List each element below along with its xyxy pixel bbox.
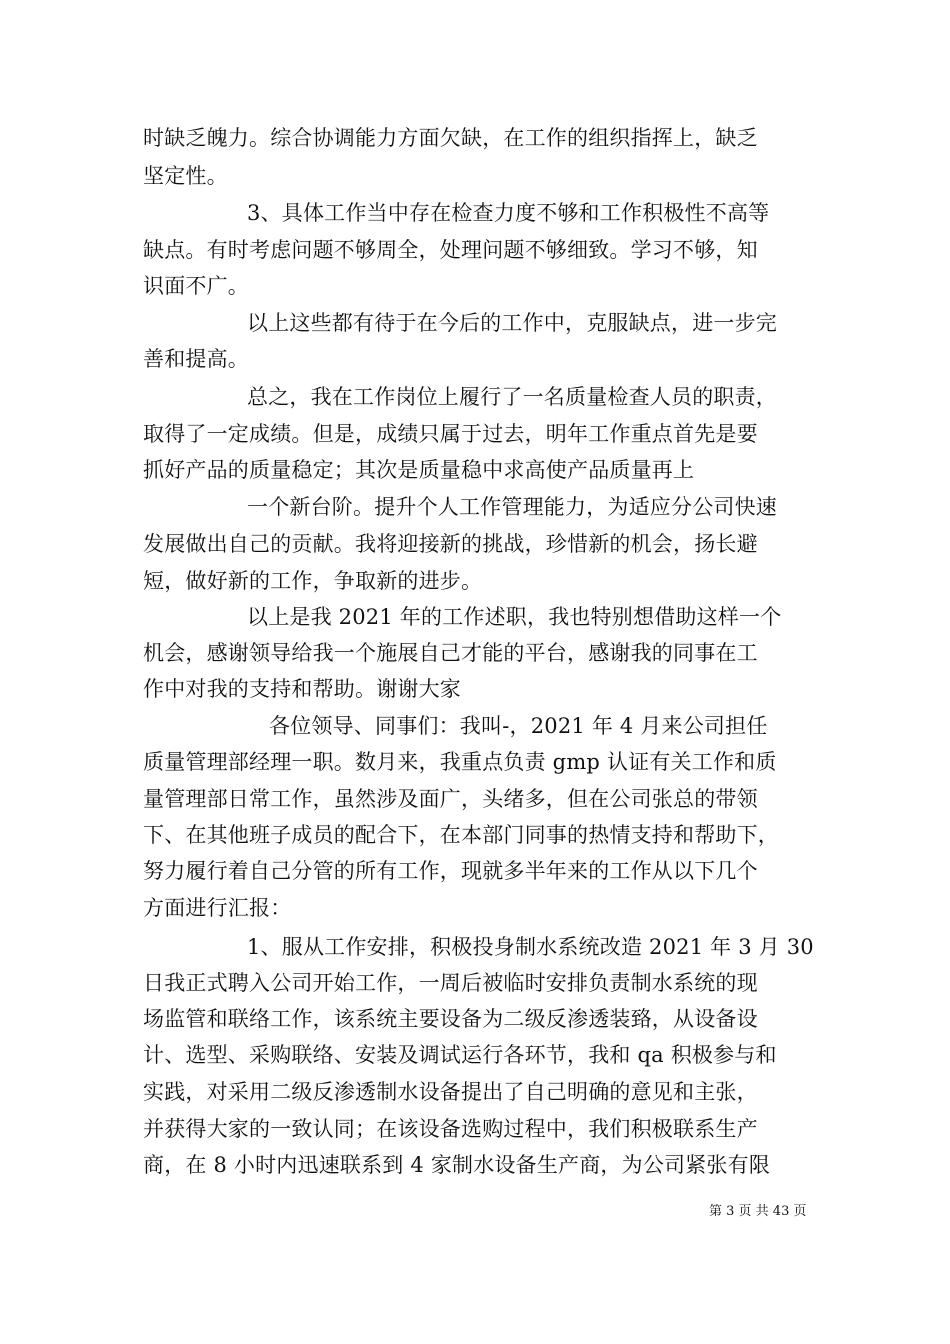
body-text-line: 1、服从工作安排，积极投身制水系统改造 2021 年 3 月 30 bbox=[247, 935, 814, 959]
body-text-line: 3、具体工作当中存在检查力度不够和工作积极性不高等 bbox=[247, 201, 770, 225]
body-text-line: 抓好产品的质量稳定；其次是质量稳中求高使产品质量再上 bbox=[143, 458, 695, 482]
body-text-line: 时缺乏魄力。综合协调能力方面欠缺，在工作的组织指挥上，缺乏 bbox=[143, 126, 758, 150]
body-text-line: 方面进行汇报： bbox=[143, 896, 292, 920]
body-text-line: 日我正式聘入公司开始工作，一周后被临时安排负责制水系统的现 bbox=[143, 971, 758, 995]
body-text-line: 机会，感谢领导给我一个施展自己才能的平台，感谢我的同事在工 bbox=[143, 641, 758, 665]
page-number-footer: 第 3 页 共 43 页 bbox=[709, 1204, 807, 1219]
body-text-line: 计、选型、采购联络、安装及调试运行各环节，我和 qa 积极参与和 bbox=[143, 1043, 777, 1067]
body-text-line: 短，做好新的工作，争取新的进步。 bbox=[143, 569, 483, 593]
body-text-line: 努力履行着自己分管的所有工作，现就多半年来的工作从以下几个 bbox=[143, 859, 758, 883]
body-text-line: 实践，对采用二级反渗透制水设备提出了自己明确的意见和主张， bbox=[143, 1080, 758, 1104]
body-text-line: 一个新台阶。提升个人工作管理能力，为适应分公司快速 bbox=[247, 495, 777, 519]
body-text-line: 缺点。有时考虑问题不够周全，处理问题不够细致。学习不够，知 bbox=[143, 238, 758, 262]
body-text-line: 发展做出自己的贡献。我将迎接新的挑战，珍惜新的机会，扬长避 bbox=[143, 532, 758, 556]
body-text-line: 并获得大家的一致认同；在该设备选购过程中，我们积极联系生产 bbox=[143, 1117, 758, 1141]
body-text-line: 质量管理部经理一职。数月来，我重点负责 gmp 认证有关工作和质 bbox=[143, 750, 777, 774]
body-text-line: 各位领导、同事们：我叫-，2021 年 4 月来公司担任 bbox=[269, 714, 768, 738]
body-text-line: 作中对我的支持和帮助。谢谢大家 bbox=[143, 677, 461, 701]
body-text-line: 以上是我 2021 年的工作述职，我也特别想借助这样一个 bbox=[247, 605, 782, 629]
body-text-line: 善和提高。 bbox=[143, 347, 249, 371]
body-text-line: 识面不广。 bbox=[143, 274, 249, 298]
body-text-line: 以上这些都有待于在今后的工作中，克服缺点，进一步完 bbox=[247, 311, 777, 335]
body-text-line: 场监管和联络工作，该系统主要设备为二级反渗透装臵，从设备设 bbox=[143, 1007, 758, 1031]
body-text-line: 取得了一定成绩。但是，成绩只属于过去，明年工作重点首先是要 bbox=[143, 422, 758, 446]
body-text-line: 总之，我在工作岗位上履行了一名质量检查人员的职责， bbox=[247, 385, 777, 409]
body-text-line: 量管理部日常工作，虽然涉及面广，头绪多，但在公司张总的带领 bbox=[143, 787, 758, 811]
body-text-line: 商，在 8 小时内迅速联系到 4 家制水设备生产商，为公司紧张有限 bbox=[143, 1153, 771, 1177]
body-text-line: 下、在其他班子成员的配合下，在本部门同事的热情支持和帮助下， bbox=[143, 823, 779, 847]
body-text-line: 坚定性。 bbox=[143, 164, 228, 188]
